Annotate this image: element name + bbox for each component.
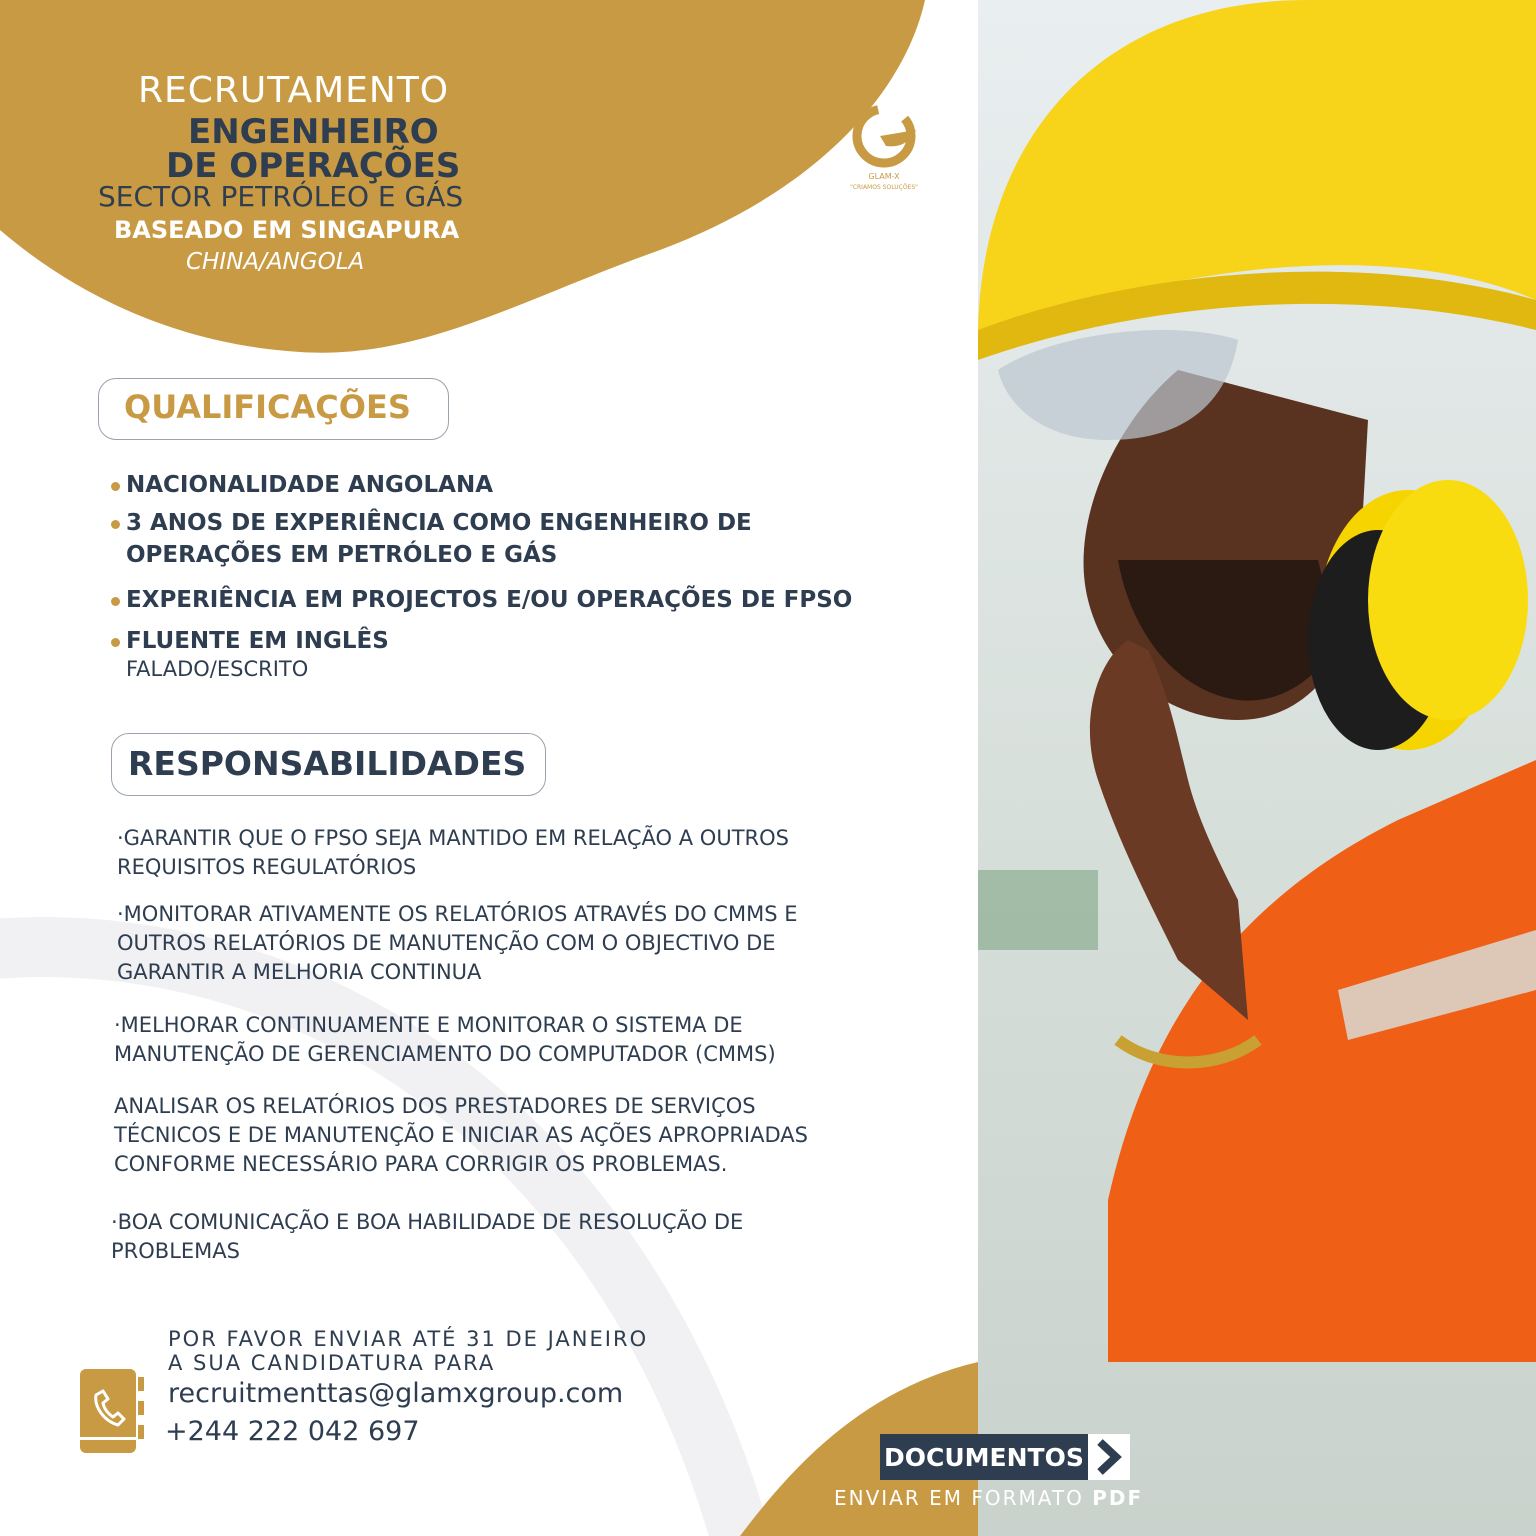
qualification-item: EXPERIÊNCIA EM PROJECTOS E/OU OPERAÇÕES DE FPSO: [126, 587, 853, 613]
logo-name: GLAM-X: [868, 172, 900, 181]
responsibilities-title: RESPONSABILIDADES: [128, 744, 527, 783]
responsibility-line: ·GARANTIR QUE O FPSO SEJA MANTIDO EM RELAÇÃO A OUTROS: [117, 826, 789, 850]
company-logo: [818, 100, 948, 192]
qualification-item: 3 ANOS DE EXPERIÊNCIA COMO ENGENHEIRO DE: [126, 510, 752, 536]
header-blob: [0, 0, 925, 353]
contact-line-2: A SUA CANDIDATURA PARA: [168, 1351, 496, 1375]
responsibility-line: ·MELHORAR CONTINUAMENTE E MONITORAR O SISTEMA DE: [114, 1013, 743, 1037]
contact-email[interactable]: recruitmenttas@glamxgroup.com: [168, 1378, 624, 1409]
chevron-right-icon: [1088, 1434, 1130, 1480]
qualification-item: FLUENTE EM INGLÊS: [126, 628, 389, 654]
responsibility-line: ANALISAR OS RELATÓRIOS DOS PRESTADORES DE SERVIÇOS: [114, 1094, 756, 1118]
bullet-dot: [111, 638, 120, 647]
locations-text: CHINA/ANGOLA: [186, 249, 365, 275]
documents-label: DOCUMENTOS: [884, 1443, 1084, 1472]
responsibility-line: PROBLEMAS: [111, 1239, 240, 1263]
documents-format-prefix: ENVIAR EM FORMATO: [834, 1486, 1093, 1510]
responsibility-line: MANUTENÇÃO DE GERENCIAMENTO DO COMPUTADOR (CMMS): [114, 1042, 776, 1066]
responsibility-line: ·MONITORAR ATIVAMENTE OS RELATÓRIOS ATRAVÉS DO CMMS E: [117, 902, 798, 926]
bullet-dot: [111, 597, 120, 606]
qualification-item-cont: OPERAÇÕES EM PETRÓLEO E GÁS: [126, 542, 558, 568]
contact-line-1: POR FAVOR ENVIAR ATÉ 31 DE JANEIRO: [168, 1327, 649, 1351]
documents-arrow[interactable]: [1088, 1434, 1130, 1480]
responsibility-line: ·BOA COMUNICAÇÃO E BOA HABILIDADE DE RESOLUÇÃO DE: [111, 1210, 744, 1234]
responsibility-line: TÉCNICOS E DE MANUTENÇÃO E INICIAR AS AÇÕES APROPRIADAS: [114, 1123, 808, 1147]
responsibility-line: REQUISITOS REGULATÓRIOS: [117, 855, 417, 879]
contact-phone[interactable]: +244 222 042 697: [165, 1416, 420, 1447]
responsibility-line: OUTROS RELATÓRIOS DE MANUTENÇÃO COM O OBJECTIVO DE: [117, 931, 776, 955]
phone-book-icon: [78, 1367, 150, 1455]
engineer-photo: [978, 0, 1536, 1536]
logo-tagline: "CRIAMOS SOLUÇÕES": [850, 184, 918, 191]
responsibility-line: GARANTIR A MELHORIA CONTINUA: [117, 960, 482, 984]
qualifications-title: QUALIFICAÇÕES: [124, 388, 411, 426]
responsibility-line: CONFORME NECESSÁRIO PARA CORRIGIR OS PROBLEMAS.: [114, 1152, 728, 1176]
documents-format-text: [834, 1486, 1143, 1510]
documents-format-pdf: PDF: [1092, 1486, 1144, 1510]
role-line-2: DE OPERAÇÕES: [166, 146, 461, 186]
role-line-1: ENGENHEIRO: [188, 112, 439, 152]
poster-title: RECRUTAMENTO: [138, 70, 450, 111]
sector-text: SECTOR PETRÓLEO E GÁS: [98, 180, 464, 213]
based-text: BASEADO EM SINGAPURA: [114, 216, 460, 244]
qualification-item: NACIONALIDADE ANGOLANA: [126, 472, 493, 498]
bullet-dot: [111, 520, 120, 529]
glam-x-logo-icon: [818, 100, 948, 192]
qualification-sub: FALADO/ESCRITO: [126, 657, 309, 681]
bullet-dot: [111, 482, 120, 491]
